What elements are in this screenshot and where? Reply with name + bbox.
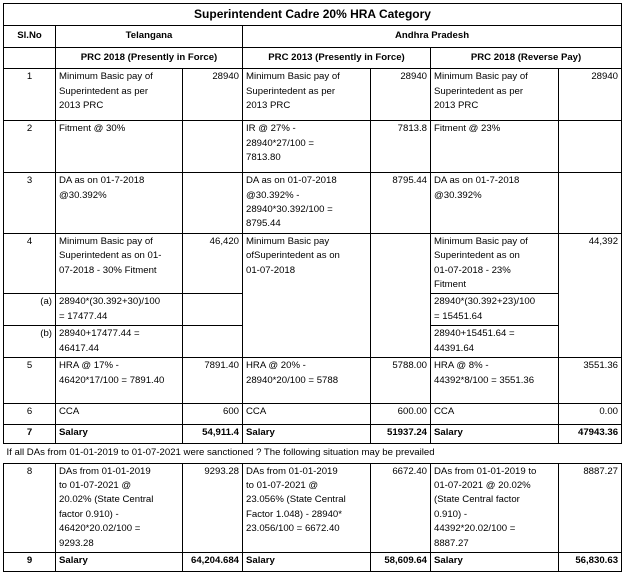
- desc-line: Minimum Basic pay of: [434, 235, 528, 247]
- telangana-value: 600: [183, 404, 243, 425]
- table-row: [4, 69, 622, 121]
- desc-line: 7813.80: [246, 152, 281, 164]
- subheader-prc2013-force: PRC 2013 (Presently in Force): [243, 47, 431, 68]
- table-row: [4, 121, 622, 173]
- title-row: [4, 4, 622, 26]
- desc-line: Factor 1.048) - 28940*: [246, 508, 342, 520]
- sl-no: 6: [4, 404, 56, 425]
- desc-line: to 01-07-2021 @: [246, 479, 319, 491]
- desc-line: 44392*20.02/100 =: [434, 523, 516, 535]
- ap2018-value: 28940: [559, 69, 622, 121]
- desc-line: to 01-07-2021 @: [59, 479, 132, 491]
- desc-line: 0.910) -: [434, 508, 468, 520]
- desc-line: IR @ 27% -: [246, 123, 296, 135]
- desc-line: 20.02% (State Central: [59, 494, 154, 506]
- ap2013-desc: Salary: [243, 552, 371, 571]
- desc-line: DA as on 01-7-2018: [59, 175, 145, 187]
- ap2018-desc: [431, 463, 559, 552]
- desc-line: 23.056% (State Central: [246, 494, 346, 506]
- table-row: [4, 463, 622, 552]
- ap2013-desc: [243, 121, 371, 173]
- telangana-value: 54,911.4: [183, 425, 243, 444]
- ap2018-value: 56,830.63: [559, 552, 622, 571]
- subheader-row: [4, 47, 622, 68]
- telangana-desc: [56, 233, 183, 294]
- calc-line: 28940*(30.392+30)/100: [59, 296, 161, 308]
- ap2013-desc: [243, 358, 371, 404]
- telangana-value: [183, 173, 243, 234]
- sl-no: 8: [4, 463, 56, 552]
- desc-line: 07-2018 - 30% Fitment: [59, 264, 157, 276]
- ap2013-value: 58,609.64: [371, 552, 431, 571]
- header-row: [4, 26, 622, 47]
- calc-line: 28940+15451.64 =: [434, 328, 515, 340]
- telangana-calc: [56, 294, 183, 326]
- ap2013-value: 7813.8: [371, 121, 431, 173]
- subheader-prc2018-reverse: PRC 2018 (Reverse Pay): [431, 47, 622, 68]
- ap2018-value: 3551.36: [559, 358, 622, 404]
- desc-line: HRA @ 20% -: [246, 360, 306, 372]
- telangana-value: 9293.28: [183, 463, 243, 552]
- ap2018-desc: [431, 121, 559, 173]
- ap2018-desc: [431, 69, 559, 121]
- ap2018-desc: CCA: [431, 404, 559, 425]
- table-row: [4, 552, 622, 571]
- desc-line: 9293.28: [59, 537, 94, 549]
- sub-label: (a): [4, 294, 56, 326]
- desc-line: Minimum Basic pay: [246, 235, 330, 247]
- desc-line: Fitment: [434, 279, 466, 291]
- desc-line: ofSuperintedent as on: [246, 250, 340, 262]
- desc-line: Superintedent as per: [59, 85, 149, 97]
- desc-line: Minimum Basic pay of: [434, 71, 528, 83]
- desc-line: DAs from 01-01-2019 to: [434, 465, 537, 477]
- telangana-desc: Salary: [56, 552, 183, 571]
- desc-line: Fitment @ 30%: [59, 123, 126, 135]
- note-text: If all DAs from 01-01-2019 to 01-07-2021 were sanctioned ? The following situation may be prevailed: [4, 444, 622, 463]
- empty-cell: [183, 326, 243, 358]
- ap2013-value: 6672.40: [371, 463, 431, 552]
- calc-line: 44391.64: [434, 342, 475, 354]
- telangana-desc: CCA: [56, 404, 183, 425]
- header-andhra-pradesh: Andhra Pradesh: [243, 26, 622, 47]
- table-row: [4, 233, 622, 294]
- ap2013-desc: [243, 173, 371, 234]
- ap2018-desc: Salary: [431, 425, 559, 444]
- desc-line: @30.392% -: [246, 189, 300, 201]
- ap2013-desc: [243, 233, 371, 357]
- ap2013-value: 600.00: [371, 404, 431, 425]
- telangana-desc: [56, 121, 183, 173]
- ap2018-value: 44,392: [559, 233, 622, 357]
- desc-line: Minimum Basic pay of: [59, 235, 153, 247]
- desc-line: @30.392%: [434, 189, 482, 201]
- desc-line: 8795.44: [246, 218, 281, 230]
- telangana-value: 28940: [183, 69, 243, 121]
- sl-no: 3: [4, 173, 56, 234]
- desc-line: 28940*30.392/100 =: [246, 204, 333, 216]
- header-telangana: Telangana: [56, 26, 243, 47]
- telangana-value: [183, 121, 243, 173]
- desc-line: Minimum Basic pay of: [59, 71, 153, 83]
- desc-line: 46420*20.02/100 =: [59, 523, 141, 535]
- ap2013-value: 8795.44: [371, 173, 431, 234]
- sl-no: 5: [4, 358, 56, 404]
- sl-no: 2: [4, 121, 56, 173]
- ap2013-desc: CCA: [243, 404, 371, 425]
- ap2018-value: [559, 173, 622, 234]
- ap2018-calc: [431, 294, 559, 326]
- sub-label: (b): [4, 326, 56, 358]
- ap2018-value: [559, 121, 622, 173]
- telangana-value: 46,420: [183, 233, 243, 294]
- ap2018-desc: [431, 358, 559, 404]
- sl-no: 7: [4, 425, 56, 444]
- desc-line: 23.056/100 = 6672.40: [246, 523, 340, 535]
- desc-line: 46420*17/100 = 7891.40: [59, 374, 165, 386]
- desc-line: Fitment @ 23%: [434, 123, 501, 135]
- desc-line: DAs from 01-01-2019: [59, 465, 151, 477]
- desc-line: 28940*27/100 =: [246, 137, 315, 149]
- subheader-prc2018-force: PRC 2018 (Presently in Force): [56, 47, 243, 68]
- desc-line: Superintedent as per: [434, 85, 524, 97]
- ap2018-value: 8887.27: [559, 463, 622, 552]
- ap2018-desc: [431, 173, 559, 234]
- ap2013-value: 5788.00: [371, 358, 431, 404]
- desc-line: 28940*20/100 = 5788: [246, 374, 339, 386]
- table-row: [4, 425, 622, 444]
- table-row: [4, 404, 622, 425]
- telangana-desc: [56, 358, 183, 404]
- desc-line: DAs from 01-01-2019: [246, 465, 338, 477]
- ap2013-value: 28940: [371, 69, 431, 121]
- desc-line: Superintedent as per: [246, 85, 336, 97]
- ap2018-value: 0.00: [559, 404, 622, 425]
- desc-line: 2013 PRC: [59, 100, 104, 112]
- ap2013-value: [371, 233, 431, 357]
- sl-no: 9: [4, 552, 56, 571]
- ap2013-desc: [243, 69, 371, 121]
- desc-line: DA as on 01-07-2018: [246, 175, 337, 187]
- calc-line: 28940*(30.392+23)/100: [434, 296, 536, 308]
- desc-line: 8887.27: [434, 537, 469, 549]
- telangana-desc: Salary: [56, 425, 183, 444]
- desc-line: 2013 PRC: [434, 100, 479, 112]
- header-slno: Sl.No: [4, 26, 56, 47]
- desc-line: (State Central factor: [434, 494, 520, 506]
- calc-line: 28940+17477.44 =: [59, 328, 140, 340]
- desc-line: 01-07-2018 - 23%: [434, 264, 511, 276]
- table-title: Superintendent Cadre 20% HRA Category: [4, 4, 622, 26]
- ap2013-desc: [243, 463, 371, 552]
- desc-line: 01-07-2018: [246, 264, 296, 276]
- desc-line: 2013 PRC: [246, 100, 291, 112]
- desc-line: Minimum Basic pay of: [246, 71, 340, 83]
- sl-no: 1: [4, 69, 56, 121]
- desc-line: HRA @ 8% -: [434, 360, 489, 372]
- calc-line: = 15451.64: [434, 310, 483, 322]
- ap2018-value: 47943.36: [559, 425, 622, 444]
- desc-line: factor 0.910) -: [59, 508, 119, 520]
- telangana-value: 7891.40: [183, 358, 243, 404]
- calc-line: = 17477.44: [59, 310, 108, 322]
- desc-line: 01-07-2021 @ 20.02%: [434, 479, 531, 491]
- telangana-desc: [56, 463, 183, 552]
- empty-cell: [183, 294, 243, 326]
- telangana-calc: [56, 326, 183, 358]
- ap2018-desc: [431, 233, 559, 294]
- desc-line: Superintedent as on: [434, 250, 520, 262]
- desc-line: DA as on 01-7-2018: [434, 175, 520, 187]
- telangana-desc: [56, 69, 183, 121]
- subheader-empty: [4, 47, 56, 68]
- table-row: [4, 173, 622, 234]
- hra-table: [3, 3, 622, 572]
- ap2013-value: 51937.24: [371, 425, 431, 444]
- desc-line: @30.392%: [59, 189, 107, 201]
- note-row: [4, 444, 622, 463]
- desc-line: 44392*8/100 = 3551.36: [434, 374, 535, 386]
- telangana-desc: [56, 173, 183, 234]
- desc-line: Superintedent as on 01-: [59, 250, 162, 262]
- desc-line: HRA @ 17% -: [59, 360, 119, 372]
- ap2018-calc: [431, 326, 559, 358]
- sl-no: 4: [4, 233, 56, 294]
- ap2018-desc: Salary: [431, 552, 559, 571]
- ap2013-desc: Salary: [243, 425, 371, 444]
- table-row: [4, 358, 622, 404]
- telangana-value: 64,204.684: [183, 552, 243, 571]
- calc-line: 46417.44: [59, 342, 100, 354]
